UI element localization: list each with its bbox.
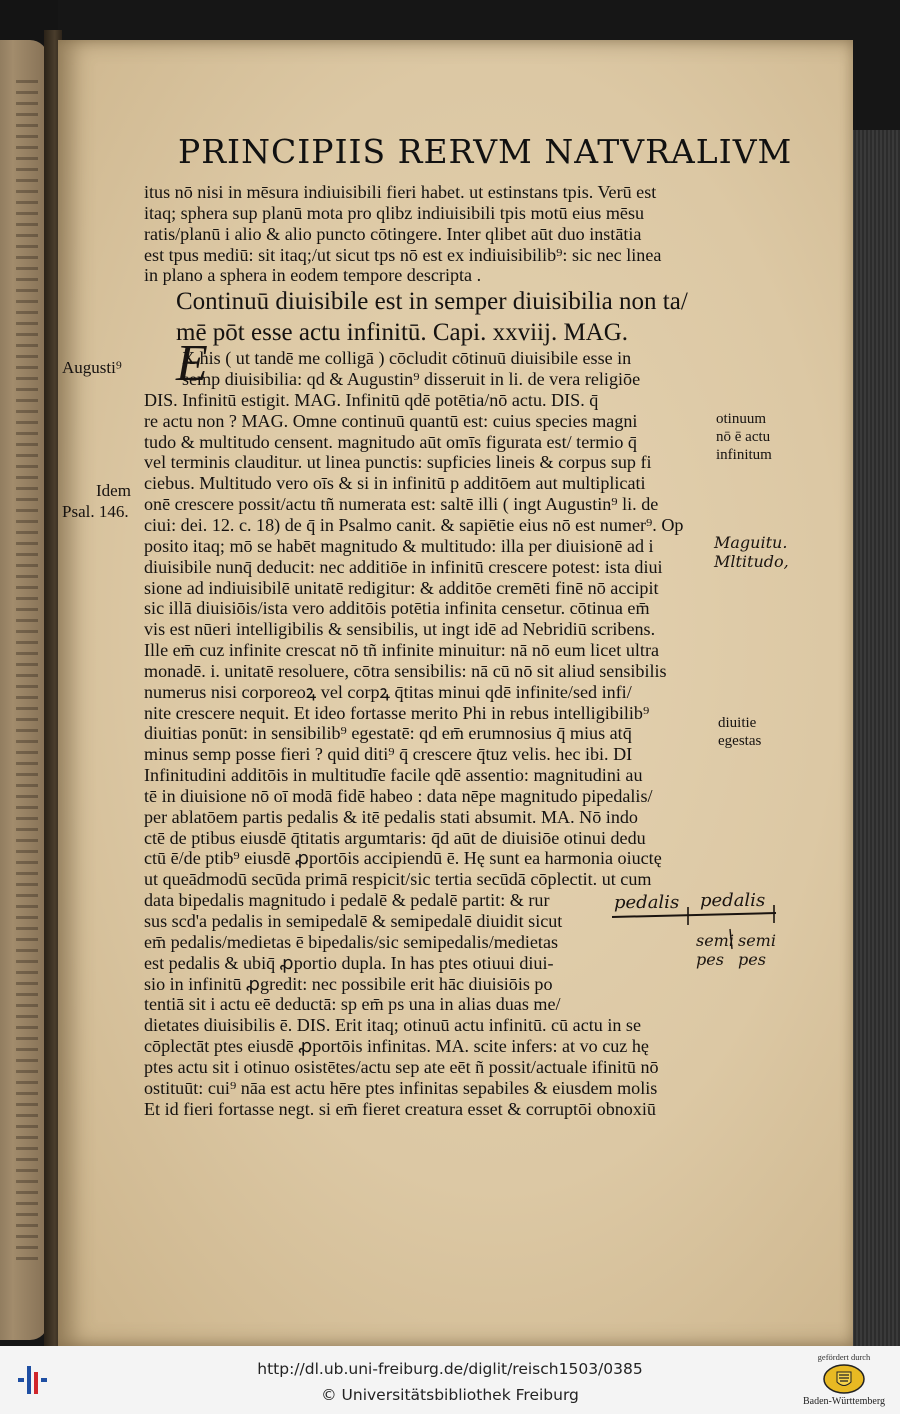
viewer-footer <box>0 1346 900 1414</box>
text-line: diuitias ponūt: in sensibilib⁹ egestatē: qd em̄ erumnosius q̄ mius atq̄ <box>144 723 632 744</box>
text-line: sic illā diuisiōis/ista vero additōis potētia infinita censetur. cōtinua em̄ <box>144 598 650 619</box>
diagram-label-semipes-right: semi pes <box>738 931 776 969</box>
page-header: PRINCIPIIS RERVM NATVRALIVM <box>178 132 793 171</box>
text-line: numerus nisi corporeoꝝ vel corpꝝ q̄titas minui qdē infinite/sed infi/ <box>144 681 632 702</box>
text-line: in plano a sphera in eodem tempore descripta . <box>144 265 482 286</box>
pedalis-diagram <box>608 885 798 995</box>
sponsor-block <box>794 1352 894 1407</box>
text-line: sione ad indiuisibilē unitatē redigitur: & additōe cremēti finē nō accipit <box>144 577 659 598</box>
margin-note-magnitudo: Maguitu. Mltitudo, <box>714 533 789 571</box>
text-line: sus scd'a pedalis in semipedalē & semipedalē diuidit sicut <box>144 911 563 931</box>
text-line: vis est nūeri intelligibilis & sensibilis, ut ingt idē ad Nebridiū scribens. <box>144 619 656 640</box>
text-line: est tpus mediū: sit itaq;/ut sicut tps nō est ex indiuisibilib⁹: sic nec linea <box>144 244 662 265</box>
book-fore-edge <box>846 130 900 1346</box>
text-line: em̄ pedalis/medietas ē bipedalis/sic semipedalis/medietas <box>144 931 559 952</box>
text-line: ptes actu sit i otinuo osistētes/actu sep ate eēt ñ possit/actuale ifinitū nō <box>144 1056 659 1077</box>
text-line: monadē. i. unitatē resoluere, cōtra sensibilis: nā cū nō sit aliud sensibilis <box>144 660 667 681</box>
text-line: semp diuisibilia: qd & Augustin⁹ disseruit in li. de vera religiōe <box>182 369 641 390</box>
text-line: cōplectāt ptes eiusdē ꝓportōis infinitas. MA. scite infers: at vo cuz hę <box>144 1036 649 1057</box>
text-line: itus nō nisi in mēsura indiuisibili fieri habet. ut estinstans tpis. Verū est <box>144 182 657 202</box>
text-line: ctū ē/de ptib⁹ eiusdē ꝓportōis accipiendū ē. Hę sunt ea harmonia oiuctę <box>144 848 662 869</box>
chapter-heading-line: Continuū diuisibile est in semper diuisibilia non ta/ <box>176 288 688 316</box>
facing-page-edge <box>0 40 48 1340</box>
decorated-initial: E <box>176 335 208 392</box>
chapter-heading-line: mē pōt esse actu infinitū. Capi. xxviij. MAG. <box>176 319 629 347</box>
text-line: ostituūt: cui⁹ nāa est actu hēre ptes infinitas sepabiles & eiusdem molis <box>144 1077 658 1098</box>
text-line: onē crescere possit/actu tñ numerata est: saltē illi ( ingt Augustin⁹ li. de <box>144 494 659 515</box>
margin-note-psalm: Psal. 146. <box>62 502 129 521</box>
text-line: minus semp posse fieri ? quid diti⁹ q̄ crescere q̄tuz velis. hec ibi. DI <box>144 744 633 765</box>
margin-note-divitie: diuitie egestas <box>718 715 762 749</box>
text-line: diuisibile nunq̄ deducit: nec additiōe in infinitū crescere potest: ista diui <box>144 556 663 577</box>
text-line: dietates diuisibilis ē. DIS. Erit itaq; otinuū actu infinitū. cū actu in se <box>144 1015 641 1036</box>
text-line: ratis/planū i alio & alio puncto cōtingere. Inter qlibet aūt duo instātia <box>144 223 642 244</box>
text-line: Et id fieri fortasse negt. si em̄ fieret creatura esset & corruptōi obnoxiū <box>144 1098 656 1119</box>
copyright-notice: © Universitätsbibliothek Freiburg <box>321 1386 579 1404</box>
text-line: posito itaq; mō se habēt magnitudo & multitudo: illa per diuisionē ad i <box>144 535 654 556</box>
sponsor-name: Baden-Württemberg <box>802 1396 885 1407</box>
permalink-url[interactable]: http://dl.ub.uni-freiburg.de/diglit/reisch1503/0385 <box>257 1360 643 1378</box>
state-crest-icon <box>822 1364 866 1394</box>
text-line: tentiā sit i actu eē deductā: sp em̄ ps una in alias duas me/ <box>144 994 561 1015</box>
text-line: ut queādmodū secūda primā respicit/sic tertia secūdā cōplectit. ut cum <box>144 869 652 890</box>
margin-note-augustinus: Augusti⁹ <box>62 358 122 377</box>
text-line: tē in diuisione nō oī modā fidē habeo : data nēpe magnitudo pipedalis/ <box>144 785 653 806</box>
text-line: Ille em̄ cuz infinite crescat nō tñ infinite minuitur: nā nō eum licet ultra <box>144 640 660 661</box>
text-line: data bipedalis magnitudo i pedalē & pedalē partit: & rur <box>144 890 550 911</box>
text-line: re actu non ? MAG. Omne continuū quantū est: cuius species magni <box>144 410 638 431</box>
margin-note-idem: Idem <box>96 481 131 500</box>
diagram-label-pedalis-left: pedalis <box>614 892 680 913</box>
text-line: per ablatōem partis pedalis & itē pedalis stati absumit. MA. Nō indo <box>144 806 638 827</box>
text-line: ciebus. Multitudo vero oīs & si in infinitū p additōem aut multiplicati <box>144 473 646 494</box>
sponsor-caption: gefördert durch <box>817 1352 871 1362</box>
text-line: vel terminis clauditur. ut linea punctis: supficies lineis & corpus sup fi <box>144 452 652 473</box>
text-line: ciui: dei. 12. c. 18) de q̄ in Psalmo canit. & sapiētie eius nō est numer⁹. Op <box>144 514 684 535</box>
diagram-label-semipes-left: semi pes <box>696 931 734 969</box>
text-line: nite crescere nequit. Et ideo fortasse merito Phi in rebus intelligibilib⁹ <box>144 702 650 723</box>
margin-note-continuum: otinuum nō ē actu infinitum <box>716 411 772 463</box>
text-line: sio in infinitū ꝓgredit: nec possibile erit hāc diuisiōis po <box>144 973 553 994</box>
text-line: DIS. Infinitū estigit. MAG. Infinitū qdē potētia/nō actu. DIS. q̄ <box>144 389 599 410</box>
text-line: ctē de ptibus eiusdē q̄titatis argumtaris: q̄d aūt de diuisiōe otinui dedu <box>144 827 646 848</box>
text-line: est pedalis & ubiq̄ ꝓportio dupla. In has ptes otiuui diui- <box>144 952 554 973</box>
text-line: X his ( ut tandē me colligā ) cōcludit cōtinuū diuisibile esse in <box>182 348 632 369</box>
text-line: itaq; sphera sup planū mota pro qlibz indiuisibili tpis motū eius mēsu <box>144 202 645 223</box>
diagram-label-pedalis-right: pedalis <box>700 890 766 911</box>
text-line: Infinitudini additōis in multitudīe facile qdē assentio: magnitudini au <box>144 765 643 786</box>
text-line: tudo & multitudo censent. magnitudo aūt omīs figurata est/ termio q̄ <box>144 431 637 452</box>
